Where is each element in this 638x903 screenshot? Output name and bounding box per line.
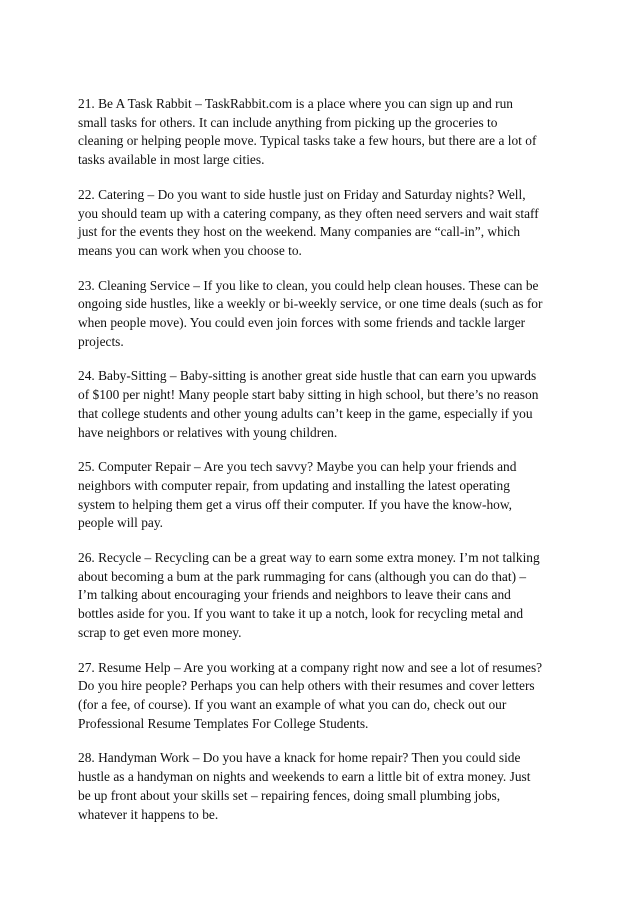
text-line: 25. Computer Repair – Are you tech savvy? Maybe you can help your friends and — [78, 459, 517, 475]
text-line: 26. Recycle – Recycling can be a great way to earn some extra money. I’m not talking — [78, 550, 540, 566]
text-line: (for a fee, of course). If you want an example of what you can do, check out our — [78, 696, 507, 712]
text-line: means you can work when you choose to. — [78, 242, 302, 258]
text-line: system to helping them get a virus off their computer. If you have the know-how, — [78, 496, 512, 512]
text-line: hustle as a handyman on nights and weekends to earn a little bit of extra money. Just — [78, 769, 531, 785]
text-line: Do you hire people? Perhaps you can help others with their resumes and cover letters — [78, 678, 535, 694]
text-line: you should team up with a catering company, as they often need servers and wait staff — [78, 205, 539, 221]
paragraph-item-23 — [78, 277, 568, 352]
text-line: 27. Resume Help – Are you working at a company right now and see a lot of resumes? — [78, 659, 543, 675]
text-line: 21. Be A Task Rabbit – TaskRabbit.com is a place where you can sign up and run — [78, 96, 513, 111]
text-line: whatever it happens to be. — [78, 806, 219, 822]
paragraph-item-27 — [78, 659, 568, 734]
paragraph-item-28 — [78, 749, 568, 824]
paragraph-item-22 — [78, 186, 568, 261]
text-line: that college students and other young adults can’t keep in the game, especially if you — [78, 405, 533, 421]
text-line: I’m talking about encouraging your friends and neighbors to leave their cans and — [78, 587, 511, 603]
text-line: 24. Baby-Sitting – Baby-sitting is another great side hustle that can earn you upwards — [78, 368, 537, 384]
text-line: projects. — [78, 333, 124, 349]
text-line: be up front about your skills set – repairing fences, doing small plumbing jobs, — [78, 787, 501, 803]
text-line: have neighbors or relatives with young children. — [78, 424, 338, 440]
document-body — [78, 95, 568, 840]
text-line: bottles aside for you. If you want to take it up a notch, look for recycling metal and — [78, 606, 524, 622]
text-line: cleaning or helping people move. Typical tasks take a few hours, but there are a lot of — [78, 133, 537, 149]
paragraph-item-21 — [78, 95, 568, 170]
text-line: about becoming a bum at the park rummaging for cans (although you can do that) – — [78, 568, 527, 584]
text-line: of $100 per night! Many people start baby sitting in high school, but there’s no reason — [78, 387, 539, 403]
text-line: scrap to get even more money. — [78, 624, 242, 640]
text-line: tasks available in most large cities. — [78, 152, 265, 168]
paragraph-item-24 — [78, 367, 568, 442]
text-line: just for the events they host on the weekend. Many companies are “call-in”, which — [78, 224, 521, 240]
text-line: when people move). You could even join forces with some friends and tackle larger — [78, 315, 526, 331]
text-line: 22. Catering – Do you want to side hustle just on Friday and Saturday nights? Well, — [78, 186, 526, 202]
text-line: 28. Handyman Work – Do you have a knack for home repair? Then you could side — [78, 750, 521, 766]
text-line: ongoing side hustles, like a weekly or bi-weekly service, or one time deals (such as for — [78, 296, 543, 312]
text-line: Professional Resume Templates For College Students. — [78, 715, 369, 731]
paragraph-item-26 — [78, 549, 568, 643]
text-line: neighbors with computer repair, from updating and installing the latest operating — [78, 477, 510, 493]
paragraph-item-25 — [78, 458, 568, 533]
text-line: people will pay. — [78, 515, 164, 531]
text-line: 23. Cleaning Service – If you like to clean, you could help clean houses. These can be — [78, 277, 539, 293]
text-line: small tasks for others. It can include anything from picking up the groceries to — [78, 114, 498, 130]
